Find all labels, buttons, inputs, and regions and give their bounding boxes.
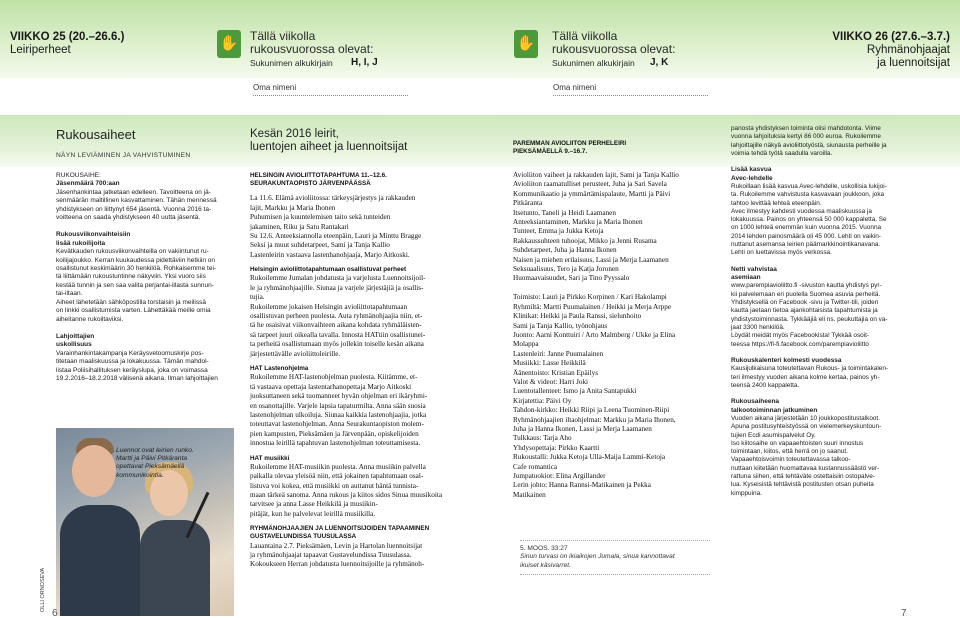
c4-s4-head: Rukousaiheena — [731, 398, 780, 406]
text-line: koilijajoukko. Kerran kuukaudessa pidettäviin hetkiin on — [56, 256, 215, 264]
text-line: titetaan maaliskuussa ja lokakuussa. Tämän mahdol- — [56, 358, 209, 366]
text-line: Luentotallenteet: Ismo ja Anita Santapukki — [513, 387, 637, 396]
text-line: Äänentoisto: Kristian Epäilys — [513, 368, 599, 377]
text-line: paikalla olevaa yleisöä niin, että jokainen tapahtumaan osal- — [250, 472, 424, 481]
text-line: Ryhmänohjaajien iltaohjelmat: Markku ja Maria Ihonen, — [513, 415, 676, 424]
text-line: Rukoilemme Jumalan johdatusta ja varjelusta Luennoitsijoil- — [250, 274, 426, 283]
photo-woman-body — [140, 520, 210, 616]
c2-h1b: SEURAKUNTAOPISTO JÄRVENPÄÄSSÄ — [250, 180, 371, 188]
c4-s1-sub: Avec-lehdelle — [731, 174, 773, 182]
prayer-right-letters: J, K — [650, 57, 669, 68]
text-line: teessa https://fi-fi.facebook.com/parempiavioliitto — [731, 340, 869, 348]
text-line: ikuiset käsivarret. — [520, 561, 571, 569]
text-line: osallistunut keskimäärin 30 henkilöä. Rohkaisemme tei- — [56, 265, 217, 273]
c4-s2-head: Netti vahvistaa — [731, 265, 777, 273]
rukousaiheet-title: Rukousaiheet — [56, 127, 136, 142]
text-line: rattuna siihen, että tehtäväte ostettaisiin ostopalve- — [731, 473, 875, 481]
s3-head: Lahjoittajien — [56, 332, 95, 340]
text-line: on 1000 lehteä enemmän kuin vuonna 2015. Vuonna — [731, 224, 882, 232]
text-line: Naisen ja miehen erilaisuus, Lassi ja Merja Laamanen — [513, 255, 669, 264]
text-line: Varainhankintakampanja Keräysvetoomuskirje pos- — [56, 349, 204, 357]
text-line: en osanottajille. Varjele lapsia tapaturmilta. Anna sään suosia — [250, 401, 426, 410]
rukousaiheet-caption: NÄYN LEVIÄMINEN JA VAHVISTUMINEN — [56, 152, 191, 159]
prayer-right-line2: rukousvuorossa olevat: — [552, 42, 676, 56]
text-line: tujia. — [250, 293, 265, 302]
text-line: listaa Poliisihallituksen keräyslupa, joka on voimassa — [56, 366, 208, 374]
text-line: Yhdistyksellä on Facebook -sivu ja Twitter-tili, joiden — [731, 299, 879, 307]
text-line: 2014 lehden painosmäärä oli 45 000. Lehti on vaikin- — [731, 232, 881, 240]
text-line: Ryhmiltä: Martti Puumalainen / Heikki ja Merja Arppe — [513, 302, 672, 311]
text-line: Puhumisen ja kuuntelemisen taito sekä tunteiden — [250, 213, 391, 222]
text-line: Kommunikaatio ja ymmärtämispalaute, Martti ja Päivi — [513, 189, 671, 198]
text-line: Toimisto: Lauri ja Pirkko Korpinen / Kari Hakolampi — [513, 293, 667, 302]
c4-s2-sub: asemiaan — [731, 274, 761, 282]
text-line: Rukoillaan lisää kasvua Avec-lehdelle, uskollisia lukijoi- — [731, 183, 887, 190]
prayer-left-name-label: Oma nimeni — [253, 83, 297, 92]
text-line: tarvitsee ja anna Lasse Heikkilä ja musiikin- — [250, 500, 378, 509]
text-line: Jumpatuokiot: Elina Argillander — [513, 472, 606, 480]
week-right-subtitle2: ja luennoitsijat — [877, 57, 950, 69]
text-line: ta. Rukoilemme vahvistusta kasvavaan joukkoon, joka — [731, 191, 885, 199]
text-line: kii palvelemaan eri puolella Suomea asuvia perheitä. — [731, 290, 881, 298]
text-line: Luennot ovat leirien runko. — [116, 447, 194, 454]
s1-label: RUKOUSAIHE: — [56, 172, 101, 179]
prayer-left-line2: rukousvuorossa olevat: — [250, 42, 374, 56]
praying-hands-icon: ✋ — [514, 30, 538, 58]
text-line: kautta jaetaan tietoa ajankohtaisista tapahtumista ja — [731, 307, 878, 315]
text-line: kimppuina. — [731, 489, 762, 497]
prayer-right-line1: Tällä viikolla — [552, 29, 618, 43]
text-line: Itsetunto, Taneli ja Heidi Laamanen — [513, 208, 616, 217]
prayer-left-letters: H, I, J — [351, 57, 378, 68]
text-line: jaat 3300 henkilöä. — [731, 323, 785, 331]
text-line: Avioliiton vaiheet ja rakkauden lajit, Sami ja Tanja Kallio — [513, 171, 679, 179]
text-line: Tulkkaus: Tarja Aho — [513, 434, 572, 443]
text-line: Kevätkauden rukousviikonvaihteilla on vakiintunut ru- — [56, 248, 209, 256]
s3-sub: uskollisuus — [56, 341, 92, 349]
page-number-right: 7 — [901, 608, 907, 618]
quote-ref: 5. MOOS. 33:27 — [520, 545, 568, 552]
page-number-left: 6 — [52, 608, 58, 618]
text-line: Aiheet lähetetään sähköpostilla torstaisin ja meilissä — [56, 298, 206, 306]
photo-caption — [116, 447, 234, 480]
text-line: Musiikki: Lasse Heikkilä — [513, 359, 586, 368]
prayer-left-line1: Tällä viikolla — [250, 29, 316, 43]
text-line: juoksuttaneen sekä tuomanneet hyvän ohjelman eri ikäryhmi- — [250, 392, 428, 401]
text-line: Tahdon-kirkko: Heikki Riipi ja Leena Tuominen-Riipi — [513, 406, 670, 415]
text-line: Seksuaalisuus, Tero ja Katja Joronen — [513, 265, 619, 274]
s2-sub: lisää rukoilijoita — [56, 239, 106, 247]
c2-h4: HAT musiikki — [250, 454, 290, 462]
text-line: yhdistystoiminnasta. Tykkääjiä eli ns. peukuttajia on va- — [731, 315, 888, 323]
text-line: Avec ilmestyy kahdesti vuodessa maaliskuussa ja — [731, 207, 872, 215]
text-line: Yhdysopettaja: Pirkko Kaartti — [513, 443, 600, 452]
text-line: le ja ryhmänohjaajille. Siunaa ja varjele järjestäjiä ja osallis- — [250, 283, 424, 292]
c3-h1a: PAREMMAN AVIOLIITON PERHELEIRI — [513, 140, 627, 147]
text-line: lokakuussa. Painos on yhteensä 50 000 kappaletta. Se — [731, 216, 887, 224]
camps-title-2: luentojen aiheet ja luennoitsijat — [250, 141, 408, 153]
c3-h1b: PIEKSÄMÄELLÄ 9.–16.7. — [513, 148, 588, 156]
text-line: voimia tehdä työtä saadulla varoilla. — [731, 149, 833, 157]
c2-h1a: HELSINGIN AVIOLIITTOTAPAHTUMA 11.–12.6. — [250, 172, 387, 179]
text-line: Iso kiitosaihe on vapaaehtoisten suuri innostus — [731, 439, 864, 447]
text-line: Juonto: Aarni Konttuiri / Arto Malmberg / Ukke ja Elina — [513, 330, 676, 339]
text-line: Juha ja Hanna Ikonen, Lassi ja Merja Laamanen — [513, 424, 652, 433]
text-line: yhdistykseen on liittynyt 654 jäsentä. Vuonna 2016 ta- — [56, 205, 212, 213]
text-line: kommunikointia. — [116, 471, 164, 479]
text-line: tahtoo levittää lehteä eteenpäin. — [731, 199, 822, 207]
text-line: Su 12.6. Anteeksiannolla eteenpäin, Lauri ja Minttu Bragge — [250, 232, 422, 241]
s1-head: Jäsenmäärä 700:aan — [56, 180, 120, 188]
column-2-text — [250, 172, 446, 570]
text-line: tä he osaisivat viikonvaihteen aikana kohdata ryhmäläisten- — [250, 321, 422, 330]
text-line: Lauantaina 2.7. Pieksämäen, Levin ja Hartolan luennoitsijat — [250, 541, 423, 550]
text-line: tujien Ecdi asumispalvelut Oy. — [731, 431, 816, 439]
text-line: tä liittämään rukoustuntinne näkyviin. Yksi vuoro siis — [56, 273, 206, 281]
text-line: lahjoittajille näkyä avioliittotyöstä, siunausta perheille ja — [731, 141, 887, 149]
c2-h5b: GUSTAVELUNDISSA TUUSULASSA — [250, 533, 357, 541]
text-line: Huomaavaisuudet, Sari ja Tino Pyyssalo — [513, 274, 630, 283]
text-line: La 11.6. Elämä avioliitossa: tärkeysjärjestys ja rakkauden — [250, 194, 416, 203]
text-line: lastenohjelman ulkoiluja. Siunaa kaikkia lastenohjaajia, jotka — [250, 410, 427, 419]
text-line: Vapaaehtoisvoimin toteutettavassa talkoo- — [731, 456, 851, 464]
text-line: Valot & videot: Harri Joki — [513, 377, 589, 386]
text-line — [513, 284, 713, 293]
praying-hands-icon: ✋ — [217, 30, 241, 58]
text-line: Sinun turvasi on ikiaikojen Jumala, sinua kannottavat — [520, 553, 675, 561]
prayer-left-surname-label: Sukunimen alkukirjain — [250, 58, 333, 68]
text-line: Kausijulkaisuna toteutettavan Rukous- ja toimintakalen- — [731, 365, 889, 373]
c4-s4-sub: talkootoiminnan jatkuminen — [731, 406, 818, 414]
text-line: lua. Kyseisistä tehtävistä postitusten otsan puheita — [731, 481, 874, 489]
text-line: voitteena on saada yhdistykseen 40 uutta jäsentä. — [56, 214, 201, 222]
text-line: Cafe romantica — [513, 462, 558, 471]
c2-h3: HAT Lastenohjelma — [250, 365, 309, 373]
text-line: Anteeksiantaminen, Markku ja Maria Ihonen — [513, 218, 643, 227]
text-line: teensä 2400 kappaletta. — [731, 381, 800, 389]
column-1-text — [56, 172, 236, 383]
text-line: Lastenleirin vastaava lastenhanohjaaja, Marjo Aitkoski. — [250, 250, 410, 259]
text-line: teri ilmestyy vuoden aikana kolme kertaa, painos yh- — [731, 373, 880, 381]
top-banner — [0, 0, 960, 78]
text-line: Löydät meidät myös Facebookista! Tykkää osoit- — [731, 332, 870, 340]
column-3-text — [513, 171, 713, 500]
text-line: Lastenleiri: Janne Puumalainen — [513, 349, 604, 358]
text-line: Apuna postitusyhteistyössä on vielemerkeyskuntoun- — [731, 423, 882, 431]
text-line: Klinikat: Heikki ja Paula Ranssi, sielunhoito — [513, 312, 642, 321]
text-line: osallistuvan perheen puolesta. Auta ryhmänohjaajia niin, et- — [250, 312, 423, 321]
text-line: tä vastaava opettaja lastentarhanopettaja Marjo Aitkoski — [250, 382, 412, 391]
c4-s1-head: Lisää kasvua — [731, 166, 772, 174]
text-line: ja ryhmänohjaajat tapaavat Gustavelundissa Tuusulassa. — [250, 551, 412, 560]
text-line: innostua leirillä tapahtuvan lastenohjelman toteuttamisesta. — [250, 439, 421, 448]
text-line: aiheitanne rukoiltaviksi. — [56, 315, 124, 323]
week-right-subtitle1: Ryhmänohjaajat — [866, 44, 950, 56]
text-line: toteuttavat lastenohjelman. Anna Seurakuntaopiston molem- — [250, 420, 424, 429]
text-line: toimintaan, kiitos, että herrä on jo saanut. — [731, 448, 848, 456]
text-line: jakaminen, Riku ja Satu Rantakari — [250, 222, 349, 231]
photo-credit: OLLI ORNOSEVA — [40, 567, 46, 612]
c2-h2: Helsingin avioliittotapahtumaan osallistuvat perheet — [250, 266, 407, 274]
text-line: nuttaan kiitetään huomattavaa kustannussäästö ver- — [731, 464, 880, 472]
text-line: senmäärän maltillinen kasvattaminen. Tähän mennessä — [56, 197, 217, 205]
text-line: Vuoden aikana järjestetään 10 joukkopostitustalkoot. — [731, 414, 880, 422]
text-line: Jäsenhankintaa jatketaan edelleen. Tavoitteena on jä- — [56, 188, 211, 196]
text-line: Matikainen — [513, 490, 546, 499]
name-line-right — [553, 95, 708, 96]
column-3-header — [513, 140, 626, 156]
text-line: Seksi ja muut suhdetarpeet, Sami ja Tanja Kallio — [250, 241, 390, 250]
text-line: Lerin johto: Hanna Rannsi-Matikainen ja Pekka — [513, 481, 651, 490]
text-line: Sami ja Tanja Kallio, työnohjaus — [513, 321, 608, 330]
text-line: Martti ja Päivi Pitkäranta — [116, 455, 188, 463]
text-line: opettavat Pieksämäellä — [116, 463, 185, 471]
text-line: 19.2.2016–18.2.2018 välisenä aikana. Ilman lahjoittajien — [56, 374, 218, 382]
week-left-title: VIIKKO 25 (20.–26.6.) — [10, 31, 125, 43]
text-line: Kirjatettia: Päivi Oy — [513, 396, 572, 405]
bible-quote — [520, 540, 710, 575]
text-line: vuonna lahjoituksia kertyi 86 000 euroa. Rukoilemme — [731, 133, 881, 141]
text-line: www.parempiavioliitto.fi -sivuston kautta yhdistys pyr- — [731, 282, 882, 290]
s2-head: Rukousviikonvaihteisiin — [56, 231, 131, 239]
text-line: pitäjät, kun he palvelevat leirillä musiikilla. — [250, 509, 376, 518]
text-line: Lehti on luettavissa myös verkossa. — [731, 249, 832, 257]
c4-s3-head: Rukouskalenteri kolmesti vuodessa — [731, 356, 842, 364]
text-line: pien kampusten, Pieksämäen ja Järvenpään, opiskelijoiden — [250, 429, 419, 438]
text-line: ta perheitä osallistumaan myös jollekin toiselle kesän aikana — [250, 340, 424, 349]
text-line: Tunteet, Emma ja Jukka Ketoja — [513, 227, 604, 236]
text-line: lajit, Markku ja Maria Ihonen — [250, 203, 336, 212]
photo-man-body — [60, 505, 140, 616]
prayer-right-name-label: Oma nimeni — [553, 83, 597, 92]
name-line-left — [253, 95, 408, 96]
text-line: on linkki osallistumista varten. Lähettäkää meille omia — [56, 307, 211, 315]
text-line: Rukoilemme HAT-musiikin puolesta. Anna musiikin palvella — [250, 462, 426, 471]
c2-h5a: RYHMÄNOHJAAJIEN JA LUENNOITSIJOIDEN TAPAAMINEN — [250, 525, 430, 533]
week-right-title: VIIKKO 26 (27.6.–3.7.) — [832, 31, 950, 43]
text-line: Rakkaussuhteen tuhoojat, Mikko ja Jenni Rusama — [513, 236, 657, 245]
text-line: Kokoukseen Herran johdatusta luennoitsijoille ja ryhmänoh- — [250, 560, 425, 569]
text-line: Pitkäranta — [513, 199, 543, 208]
text-line: maan tärkeä sanoma. Anna rukous ja kiitos sidos Sinua muusikoita — [250, 490, 443, 499]
text-line: järjestettävälle avioliittoleirille. — [250, 349, 341, 358]
week-left-subtitle: Leiriperheet — [10, 44, 71, 56]
camps-title-1: Kesän 2016 leirit, — [250, 128, 339, 140]
photo-man-face — [72, 445, 116, 497]
text-line: listuva voi kokea, että musiikki on auttanut häntä tunnista- — [250, 481, 419, 490]
text-line: kestää tunnin ja sen saa valita perjantai-illasta sunnun- — [56, 281, 214, 289]
prayer-right-surname-label: Sukunimen alkukirjain — [552, 58, 635, 68]
text-line: panosta yhdistyksen toiminta olisi mahdotonta. Viime — [731, 125, 881, 132]
text-line: sä tarpeet juuri oikealla tavalla. Innosta HATtiin osallistunei- — [250, 330, 426, 339]
text-line: nuttanut asemansa leirien päämarkkinointikanavana. — [731, 241, 881, 249]
text-line: Rukoustalli: Jukka Ketoja Ulla-Maija Lammi-Ketoja — [513, 453, 666, 462]
text-line: Rukoilemme HAT-lastenohjelman puolesta. Kiitämme, et- — [250, 373, 418, 382]
text-line: Molappa — [513, 340, 539, 349]
text-line: tai-iltaan. — [56, 290, 83, 298]
text-line: Suhdetarpeet, Juha ja Hanna Ikonen — [513, 246, 617, 255]
text-line: Rukoilemme jokaisen Helsingin avioliittotapahtumaan — [250, 302, 408, 311]
text-line: Avioliiton raamatulliset perusteet, Juha ja Sari Savela — [513, 180, 667, 189]
column-4-text — [731, 125, 931, 498]
